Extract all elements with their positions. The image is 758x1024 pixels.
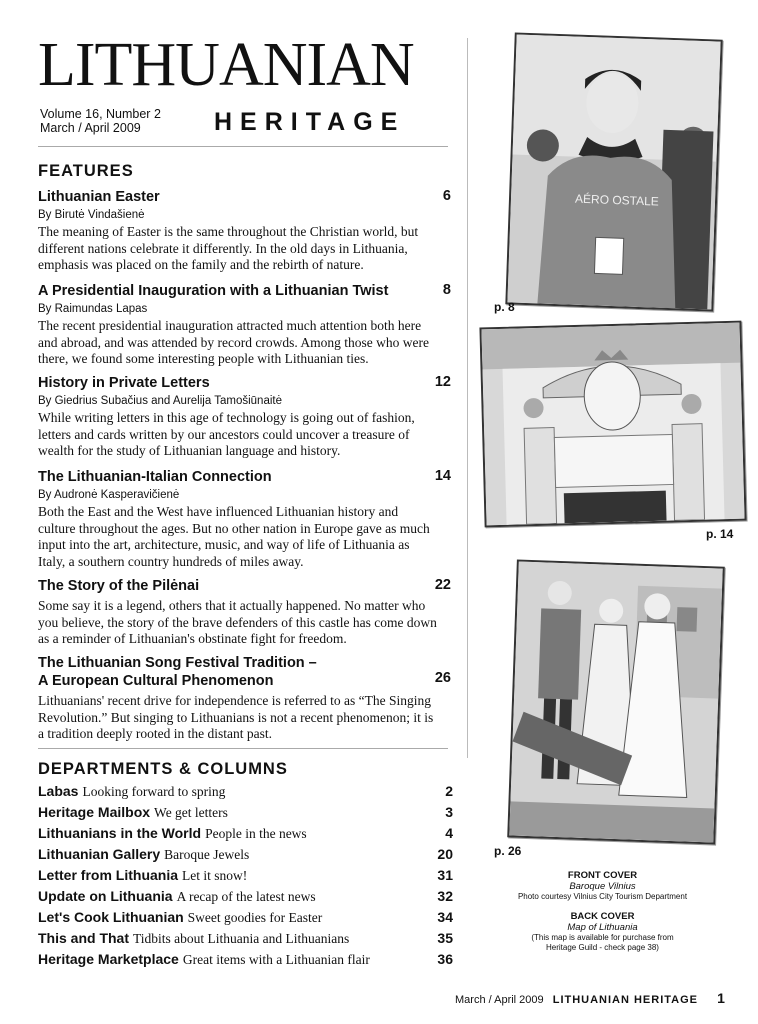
department-page: 32	[437, 888, 453, 904]
photo-boy-jacket	[505, 32, 722, 311]
photo-image	[481, 323, 744, 526]
article-byline: By Birutė Vindašienė	[38, 209, 145, 221]
footer-date: March / April 2009	[455, 994, 544, 1006]
svg-text:AÉRO OSTALE: AÉRO OSTALE	[574, 191, 660, 209]
department-page: 20	[437, 846, 453, 862]
masthead	[38, 31, 458, 136]
department-name[interactable]: Lithuanian Gallery	[38, 846, 161, 862]
article-title[interactable]: Lithuanian Easter	[38, 189, 160, 205]
department-description: A recap of the latest news	[176, 889, 316, 904]
article-entry[interactable]	[38, 282, 463, 368]
photo-caption: p. 8	[494, 300, 515, 314]
department-description: Baroque Jewels	[164, 847, 250, 862]
department-name[interactable]: Labas	[38, 783, 79, 799]
article-entry[interactable]	[38, 654, 463, 743]
article-page: 8	[442, 282, 451, 298]
photo-caption: p. 26	[494, 844, 522, 858]
masthead-rule	[38, 146, 448, 147]
column-divider	[467, 38, 468, 758]
article-description: The recent presidential inauguration attracted much attention both here and abroad, and was attended by record crowds. Among those who were there, we found some interesting people with Lithuanian ties.	[38, 318, 430, 366]
article-description: Some say it is a legend, others that it actually happened. No matter who you believe, the story of the brave defenders of this castle has come down as a reminder of Lithuanian's obstinate fight for freedom.	[38, 598, 437, 646]
issue-date: March / April 2009	[40, 121, 141, 135]
back-cover-heading: BACK COVER	[570, 911, 635, 922]
article-description: Both the East and the West have influenced Lithuanian history and culture throughout the ages. But no other nation in Europe gave as much input into the art, architecture, music, and way of life of Lithuania as Italy, a southern country hundreds of miles away.	[38, 504, 430, 569]
department-description: We get letters	[154, 805, 228, 820]
magazine-title: LITHUANIAN	[38, 31, 414, 99]
volume-number: Volume 16, Number 2	[40, 107, 161, 121]
article-title[interactable]: The Lithuanian Song Festival Tradition –	[38, 655, 317, 671]
article-description: The meaning of Easter is the same throughout the Christian world, but different nations celebrate it differently. In the old days in Lithuania, emphasis was placed on the family and the rebirth of nature.	[38, 224, 419, 272]
department-page: 31	[437, 867, 453, 883]
article-title-line2[interactable]: A European Cultural Phenomenon	[38, 673, 274, 689]
department-name[interactable]: Letter from Lithuania	[38, 867, 179, 883]
department-page: 3	[445, 804, 453, 820]
features-heading: FEATURES	[38, 162, 134, 180]
department-entry[interactable]	[38, 846, 453, 866]
department-entry[interactable]	[38, 888, 453, 908]
article-page: 14	[434, 468, 451, 484]
department-page: 2	[445, 783, 453, 799]
department-description: People in the news	[205, 826, 307, 841]
department-name[interactable]: Lithuanians in the World	[38, 825, 202, 841]
article-entry[interactable]	[38, 577, 463, 648]
department-page: 35	[437, 930, 453, 946]
article-page: 12	[434, 374, 451, 390]
department-entry[interactable]	[38, 804, 453, 824]
article-page: 26	[434, 670, 451, 686]
article-page: 6	[442, 188, 451, 204]
department-description: Let it snow!	[182, 868, 248, 883]
magazine-subtitle: HERITAGE	[214, 108, 406, 136]
department-entry[interactable]	[38, 951, 453, 971]
article-byline: By Raimundas Lapas	[38, 303, 148, 315]
department-entry[interactable]	[38, 867, 453, 887]
photo-folk-dancers	[507, 559, 725, 844]
department-page: 34	[437, 909, 453, 925]
department-description: Sweet goodies for Easter	[187, 910, 323, 925]
department-name[interactable]: Heritage Mailbox	[38, 804, 151, 820]
front-cover-heading: FRONT COVER	[567, 870, 638, 881]
article-entry[interactable]	[38, 468, 463, 570]
department-entry[interactable]	[38, 930, 453, 950]
back-cover-note: Heritage Guild - check page 38)	[546, 943, 659, 952]
department-description: Great items with a Lithuanian flair	[182, 952, 370, 967]
photo-image	[507, 35, 720, 310]
photo-caption: p. 14	[706, 527, 734, 541]
department-entry[interactable]	[38, 783, 453, 803]
front-cover-subject: Baroque Vilnius	[569, 881, 636, 892]
photo-baroque-doorway	[479, 321, 746, 528]
department-description: Tidbits about Lithuania and Lithuanians	[133, 931, 350, 946]
department-entry[interactable]	[38, 825, 453, 845]
article-entry[interactable]	[38, 374, 463, 460]
article-title[interactable]: History in Private Letters	[38, 375, 210, 391]
department-name[interactable]: Let's Cook Lithuanian	[38, 909, 184, 925]
article-title[interactable]: A Presidential Inauguration with a Lithuanian Twist	[38, 283, 389, 299]
photo-image	[509, 562, 722, 843]
article-page: 22	[434, 577, 451, 593]
article-entry[interactable]	[38, 188, 463, 274]
article-byline: By Giedrius Subačius and Aurelija Tamošiūnaitė	[38, 395, 282, 407]
department-name[interactable]: This and That	[38, 930, 129, 946]
footer-magazine: LITHUANIAN HERITAGE	[552, 994, 699, 1006]
page-footer	[455, 990, 725, 1006]
article-title[interactable]: The Lithuanian-Italian Connection	[38, 469, 272, 485]
departments-heading: DEPARTMENTS & COLUMNS	[38, 760, 288, 778]
back-cover-subject: Map of Lithuania	[567, 922, 638, 933]
page-number: 1	[717, 990, 725, 1006]
issue-info	[40, 107, 161, 135]
article-title[interactable]: The Story of the Pilėnai	[38, 578, 200, 594]
department-name[interactable]: Heritage Marketplace	[38, 951, 179, 967]
department-page: 4	[445, 825, 453, 841]
department-entry[interactable]	[38, 909, 453, 929]
article-byline: By Audronė Kasperavičienė	[38, 489, 180, 501]
department-name[interactable]: Update on Lithuania	[38, 888, 173, 904]
department-page: 36	[437, 951, 453, 967]
front-cover-credit	[500, 870, 705, 902]
section-rule	[38, 748, 448, 749]
back-cover-note: (This map is available for purchase from	[531, 933, 674, 942]
department-description: Looking forward to spring	[82, 784, 226, 799]
back-cover-credit	[500, 911, 705, 953]
article-description: Lithuanians' recent drive for independence is referred to as “The Singing Revolution.” But singing to Lithuanians is not a recent phenomenon; it is a tradition deeply rooted in the distant past.	[38, 693, 434, 741]
article-description: While writing letters in this age of technology is going out of fashion, letters and cards written by our ancestors could uncover a treasure of wealth for the study of Lithuanian language and history.	[38, 410, 415, 458]
front-cover-note: Photo courtesy Vilnius City Tourism Department	[517, 892, 688, 901]
